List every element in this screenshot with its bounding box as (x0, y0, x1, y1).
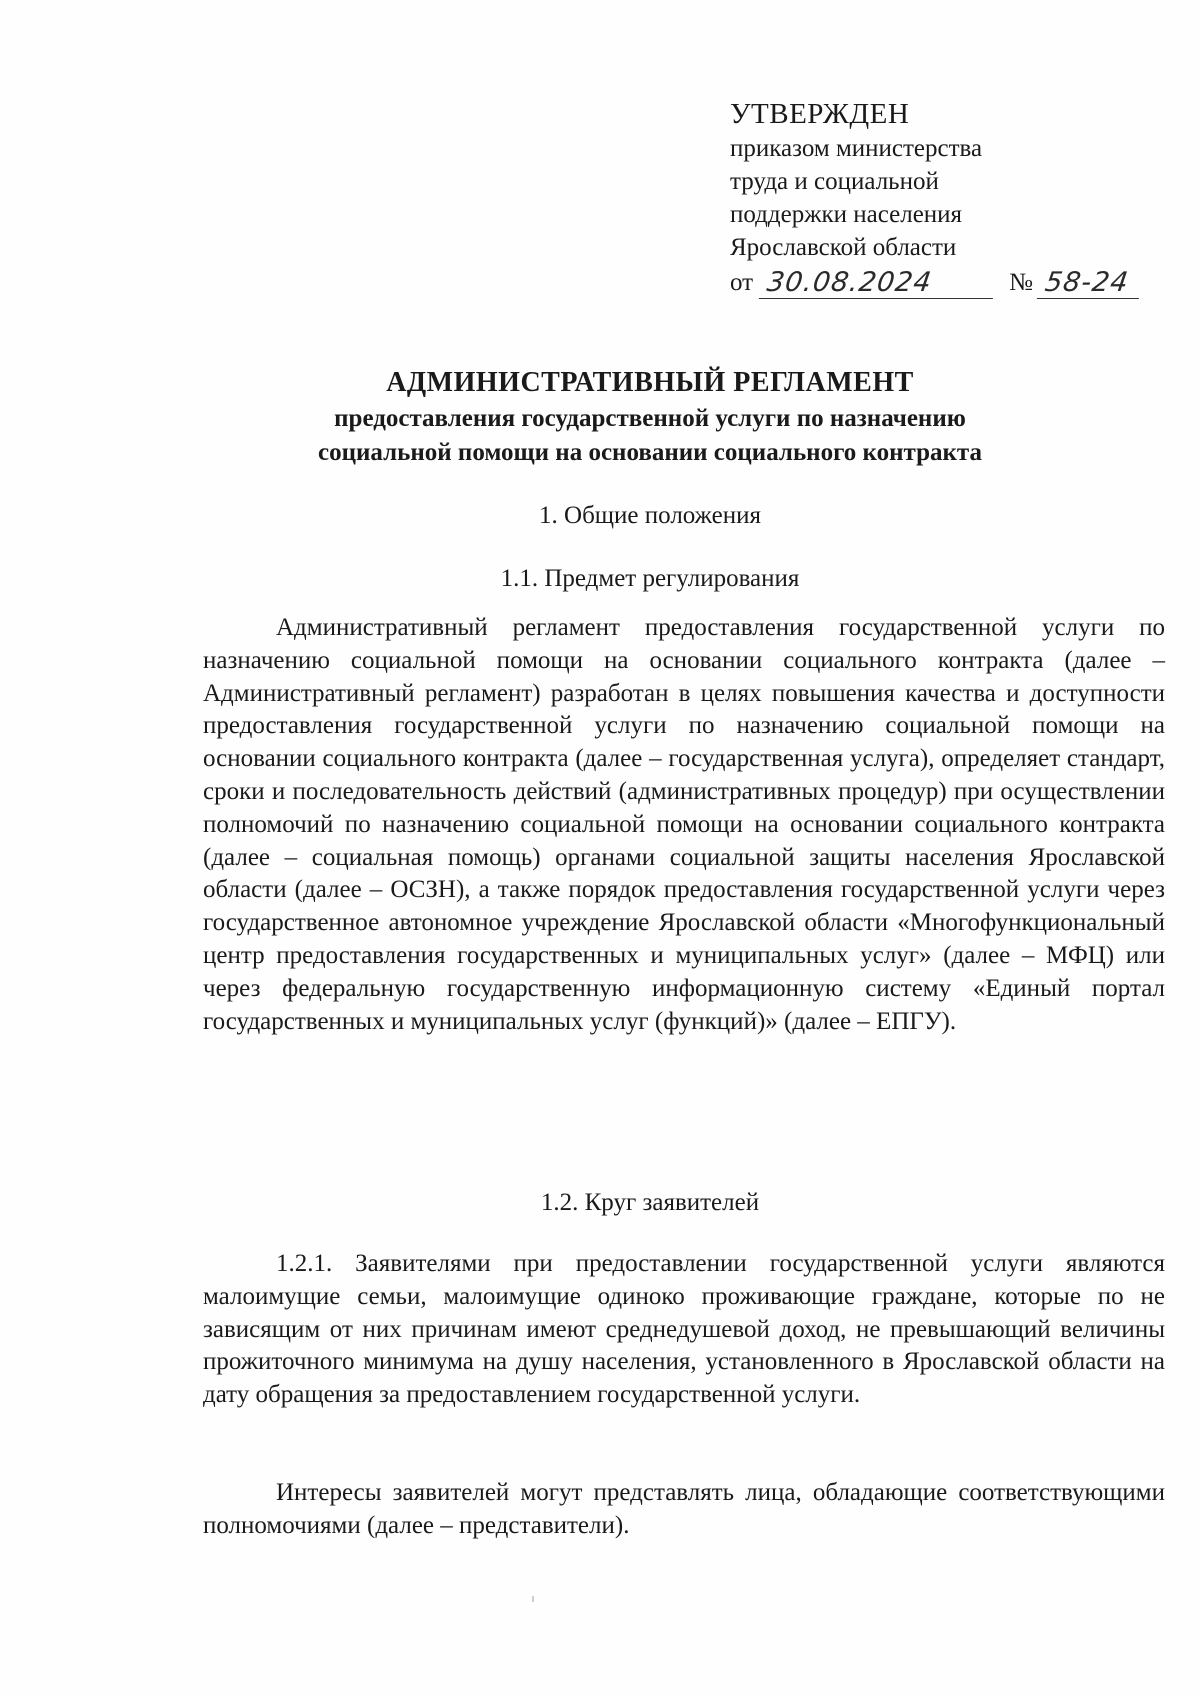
paragraph-applicants-1: 1.2.1. Заявителями при предоставлении государственной услуги являются малоимущие семьи, малоимущие одиноко проживающие граждане, которые по не зависящим от них причинам имеют среднедушевой доход, не превышающий величины прожиточного минимума на душу населения, установленного в Ярославской области на дату обращения за предоставлением государственной услуги. (203, 1250, 1165, 1409)
scan-speck (532, 1596, 534, 1602)
handwritten-order-number: 58-24 (1037, 268, 1143, 299)
document-title-main: АДМИНИСТРАТИВНЫЙ РЕГЛАМЕНТ (386, 367, 914, 398)
section-heading-subject: 1.1. Предмет регулирования (500, 565, 800, 592)
paragraph-subject: Административный регламент предоставления государственной услуги по назначению социальной помощи на основании социального контракта (далее – Административный регламент) разработан в целях повышения качества и доступности предоставления государственной услуги по назначению социальной помощи на основании социального контракта (далее – государственная услуга), определяет стандарт, сроки и последовательность действий (административных процедур) при осуществлении полномочий по назначению социальной помощи на основании социального контракта (далее – социальная помощь) органами социальной защиты населения Ярославской области (далее – ОСЗН), а также порядок предоставления государственной услуги через государственное автономное учреждение Ярославской области «Многофункциональный центр предоставления государственных и муниципальных услуг» (далее – МФЦ) или через федеральную государственную информационную систему «Единый портал государственных и муниципальных услуг (функций)» (далее – ЕПГУ). (203, 614, 1165, 1035)
document-title (150, 364, 1150, 470)
date-prefix: от (730, 269, 754, 296)
section-heading-applicants: 1.2. Круг заявителей (540, 1189, 760, 1216)
approval-title: УТВЕРЖДЕН (730, 98, 910, 130)
number-sign: № (1009, 269, 1033, 296)
approval-line: поддержки населения (730, 201, 963, 228)
document-title-sub-2: социальной помощи на основании социального контракта (317, 439, 983, 466)
approval-block (730, 96, 1170, 299)
approval-line: Ярославской области (730, 234, 957, 261)
paragraph-applicants-2: Интересы заявителей могут представлять лица, обладающие соответствующими полномочиями (далее – представители). (203, 1479, 1165, 1539)
approval-line: труда и социальной (730, 168, 939, 195)
approval-line: приказом министерства (730, 135, 983, 162)
handwritten-date: 30.08.2024 (759, 268, 997, 299)
document-title-sub-1: предоставления государственной услуги по назначению (334, 405, 966, 432)
section-heading-general: 1. Общие положения (539, 502, 761, 529)
approval-date-number-row (730, 266, 1170, 299)
